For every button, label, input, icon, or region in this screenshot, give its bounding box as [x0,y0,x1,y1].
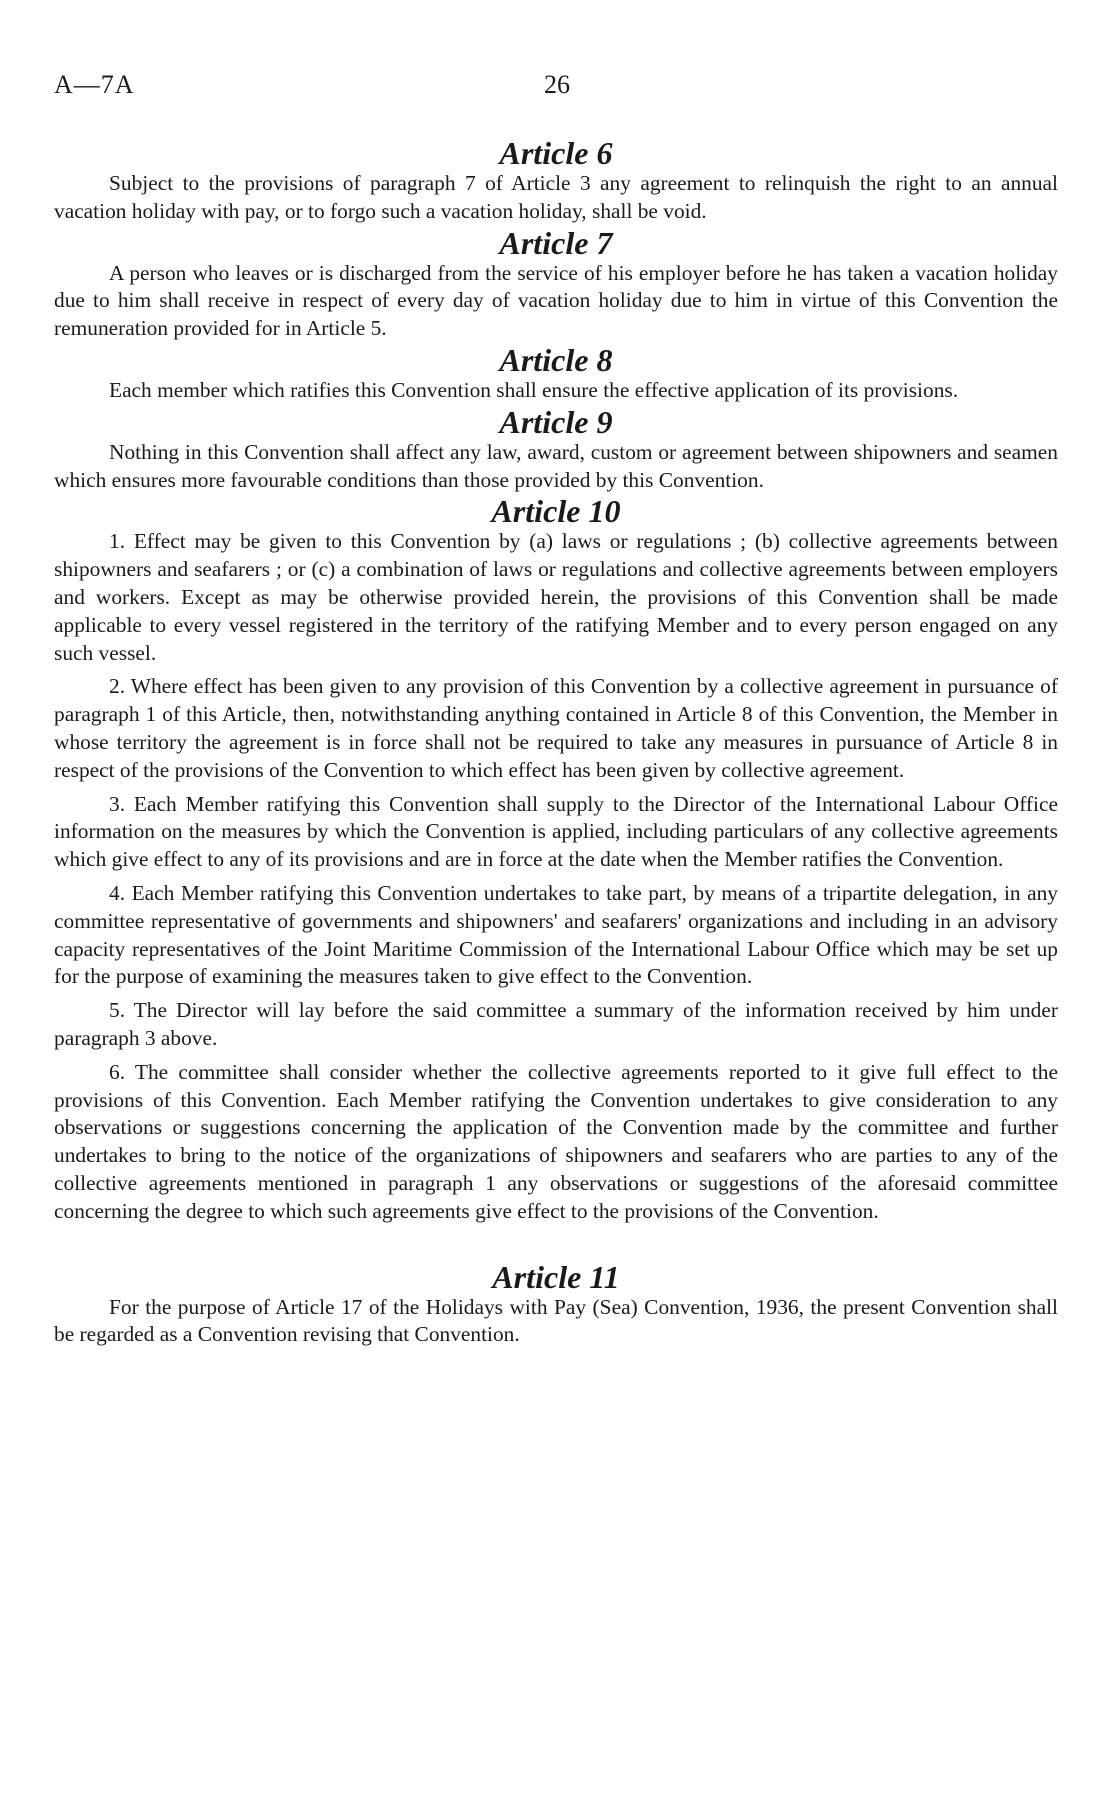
document-body [54,136,1058,1349]
article-paragraph: 1. Effect may be given to this Convention by (a) laws or regulations ; (b) collective agreements between shipowners and seafarers ; or (c) a combination of laws or regulations and collective agreements between employers and workers. Except as may be otherwise provided herein, the provisions of this Convention shall be made applicable to every vessel registered in the territory of the ratifying Member and to every person engaged on any such vessel. [54,529,1058,665]
page-number: 26 [544,70,570,99]
article-paragraph: 6. The committee shall consider whether the collective agreements reported to it give full effect to the provisions of this Convention. Each Member ratifying the Convention undertakes to give consideration to any observations or suggestions concerning the application of the Convention made by the committee and further undertakes to bring to the notice of the organizations of shipowners and seafarers who are parties to any of the collective agreements mentioned in paragraph 1 any observations or suggestions of the aforesaid committee concerning the degree to which such agreements give effect to the provisions of the Convention. [54,1059,1058,1223]
article-7 [54,226,1058,343]
article-paragraph: Nothing in this Convention shall affect any law, award, custom or agreement between shipowners and seamen which ensures more favourable conditions than those provided by this Convention. [54,439,1058,492]
article-10 [54,494,1058,1225]
document-reference: A—7A [54,70,135,99]
article-9 [54,405,1058,495]
article-paragraph: Subject to the provisions of paragraph 7 of Article 3 any agreement to relinquish the right to an annual vacation holiday with pay, or to forgo such a vacation holiday, shall be void. [54,171,1058,223]
article-paragraph: 3. Each Member ratifying this Convention shall supply to the Director of the International Labour Office information on the measures by which the Convention is applied, including particulars of any collective agreements which give effect to any of its provisions and are in force at the date when the Member ratifies the Convention. [54,791,1058,872]
article-paragraph: Each member which ratifies this Convention shall ensure the effective application of its provisions. [109,377,959,402]
article-11 [54,1260,1058,1350]
article-heading: Article 8 [499,341,613,378]
article-paragraph: 5. The Director will lay before the said committee a summary of the information received by him under paragraph 3 above. [54,998,1058,1050]
article-heading: Article 10 [491,493,621,530]
article-heading: Article 6 [499,135,613,171]
article-paragraph: 2. Where effect has been given to any provision of this Convention by a collective agreement in pursuance of paragraph 1 of this Article, then, notwithstanding anything contained in Article 8 of this Convention, the Member in whose territory the agreement is in force shall not be required to take any measures in pursuance of Article 8 in respect of the provisions of the Convention to which effect has been given by collective agreement. [54,674,1058,782]
page-header [54,70,1060,110]
article-8 [54,343,1058,405]
article-6 [54,136,1058,226]
article-heading: Article 7 [499,224,613,261]
article-paragraph: For the purpose of Article 17 of the Holidays with Pay (Sea) Convention, 1936, the present Convention shall be regarded as a Convention revising that Convention. [54,1294,1058,1347]
article-heading: Article 9 [499,403,613,440]
article-paragraph: 4. Each Member ratifying this Convention undertakes to take part, by means of a tripartite delegation, in any committee representative of governments and shipowners' and seafarers' organizations and including in an advisory capacity representatives of the Joint Maritime Commission of the International Labour Office which may be set up for the purpose of examining the measures taken to give effect to the Convention. [54,880,1058,989]
article-paragraph: A person who leaves or is discharged from the service of his employer before he has taken a vacation holiday due to him shall receive in respect of every day of vacation holiday due to him in virtue of this Convention the remuneration provided for in Article 5. [54,260,1058,341]
article-heading: Article 11 [492,1258,620,1295]
